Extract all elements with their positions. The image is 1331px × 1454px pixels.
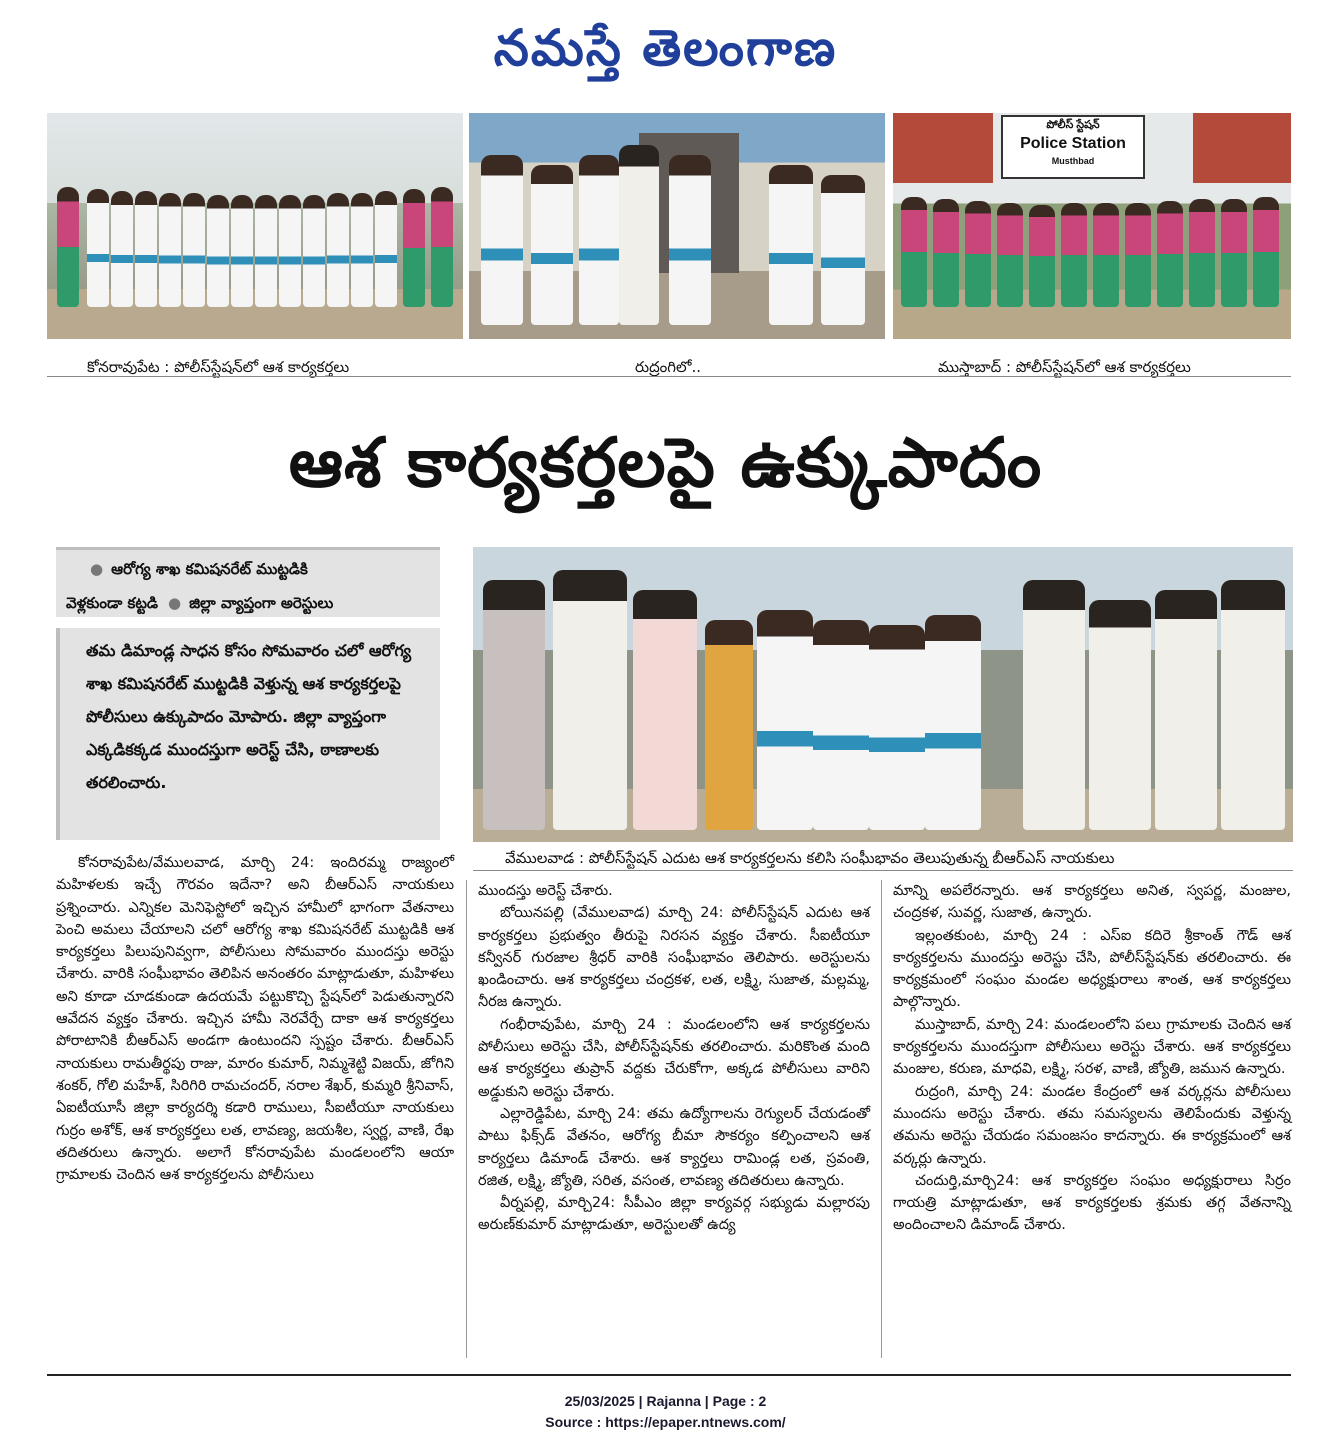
paragraph: ఎల్లారెడ్డిపేట, మార్చి 24: తమ ఉద్యోగాలను రెగ్యులర్‌ చేయడంతో పాటు ఫిక్స్‌డ్‌ వేతనం, ఆరోగ్య బీమా సౌకర్యం కల్పించాలని ఆశ కార్యర్తలు డిమాండ్‌ చేశారు. ఆశ క్యార్తలు రామిండ్ల లత, స్రవంతి, రజిత, లక్ష్మి, జ్యోతి, సరిత, వసంత, లావణ్య తదితరులు ఉన్నారు.	[478, 1105, 870, 1189]
paragraph: గంభీరావుపేట, మార్చి 24 : మండలంలోని ఆశ కార్యకర్తలను పోలీసులు అరెస్టు చేసి, పోలీస్‌స్టేషన్‌కు తరలించారు. మరికొంత మంది ఆశ కార్యకర్తలు తుప్రాన్‌ వద్దకు చేరుకోగా, అక్కడ పోలీసులు వారిని అడ్డుకుని అరెస్టు చేశారు.	[478, 1016, 870, 1100]
photo-caption-mustabad: ముస్తాబాద్‌ : పోలీస్‌స్టేషన్‌లో ఆశ కార్యకర్తలు	[938, 358, 1191, 376]
photo-mustabad	[893, 113, 1291, 339]
highlight-line-2a: వెళ్లకుండా కట్టడి	[66, 594, 158, 612]
photo-caption-konaraopet: కోనరావుపేట : పోలీస్‌స్టేషన్‌లో ఆశ కార్యకర్తలు	[87, 358, 350, 376]
paragraph: వీర్నపల్లి, మార్చి24: సీపీఎం జిల్లా కార్యవర్గ సభ్యుడు మల్లారపు అరుణ్‌కుమార్‌ మాట్లాడుతూ, అరెస్టులతో ఉద్య	[478, 1195, 870, 1234]
paragraph: మాన్ని అపలేరన్నారు. ఆశ కార్యకర్తలు అనిత, స్వపర్ణ, మంజుల, చంద్రకళ, సువర్ణ, సుజాత, ఉన్నారు.	[893, 883, 1291, 922]
article-column-3	[893, 880, 1291, 1362]
sign-bottom-text: Musthbad	[1051, 156, 1095, 166]
masthead-title: నమస్తే తెలంగాణ	[493, 18, 838, 77]
paragraph: కోనరావుపేట/వేములవాడ, మార్చి 24: ఇందిరమ్మ రాజ్యంలో మహిళలకు ఇచ్చే గౌరవం ఇదేనా? అని బీఆర్‌ఎస్‌ నాయకులు ప్రశ్నించారు. ఎన్నికల మెనిఫెస్టోలో ఇచ్చిన హామీలో భాగంగా వేతనాలు పెంచి అమలు చేయాలని చలో ఆరోగ్య శాఖ కమిషనరేట్‌ ముట్టడికి ఆశ కార్యకర్తలు పిలుపునివ్వగా, పోలీసులు సోమవారం ముందస్తు అరెస్టు చేశారు. వారికి సంఘీభావం తెలిపిన అనంతరం మాట్లాడుతూ, మహిళలు అని కూడా చూడకుండా ఉదయమే పట్టుకొచ్చి స్టేషన్‌లో పెడుతున్నారని ఆవేదన వ్యక్తం చేశారు. ఇచ్చిన హామీ నెరవేర్చే దాకా ఆశ కార్యకర్తలు పోరాటానికి బీఆర్‌ఎస్‌ అండగా ఉంటుందని స్పష్టం చేశారు. బీఆర్‌ఎస్‌ నాయకులు రామతీర్థపు రాజు, మారం కుమార్‌, నిమ్మశెట్టి విజయ్‌, జోగిని శంకర్‌, గోలి మహేశ్‌, సిరిగిరి రామచందర్‌, నరాల శేఖర్‌, కుమ్మరి శ్రీనివాస్‌, ఏఐటీయూసీ జిల్లా కార్యదర్శి కడారి రాములు, సీఐటీయూ నాయకులు గుర్రం అశోక్‌, ఆశ కార్యకర్తలు లత, లావణ్య, జయశీల, స్వర్ణ, వాణి, రేఖ తదితరులు ఉన్నారు. అలాగే కోనరావుపేట మండలంలోని ఆయా గ్రామాలకు చెందిన ఆశ కార్యకర్తలను పోలీసులు	[56, 855, 454, 1184]
paragraph: రుద్రంగి, మార్చి 24: మండల కేంద్రంలో ఆశ వర్కర్లను పోలీసులు ముందసు అరెస్టు చేశారు. తమ సమస్యలను తెలిపేందుకు వెళ్తున్న తమను అరెస్టు చేయడం సమంజసం కాదన్నారు. ఈ కార్యక్రమంలో ఆశ వర్కర్లు ఉన్నారు.	[893, 1083, 1291, 1167]
article-column-1	[56, 852, 454, 1362]
highlight-line-1: ఆరోగ్య శాఖ కమిషనరేట్‌ ముట్టడికి	[111, 560, 308, 578]
highlights-box	[56, 547, 440, 617]
footer-date-edition: 25/03/2025 | Rajanna | Page : 2	[564, 1393, 767, 1409]
paragraph: ముందస్తు అరెస్ట్‌ చేశారు.	[478, 883, 613, 899]
photo-vemulawada	[473, 547, 1293, 842]
footer-source: Source : https://epaper.ntnews.com/	[545, 1414, 786, 1430]
bullet-icon: ●	[90, 560, 104, 578]
caption-divider-main	[473, 870, 1293, 871]
paragraph: చందుర్తి,మార్చి24: ఆశ కార్యకర్తల సంఘం అధ్యక్షురాలు సిర్రం గాయత్రి మాట్లాడుతూ, ఆశ కార్యకర్తలకు శ్రమకు తగ్గ వేతనాన్ని అందించాలని డిమాండ్‌ చేశారు.	[893, 1172, 1291, 1234]
column-divider	[881, 880, 882, 1358]
column-divider	[466, 880, 467, 1358]
paragraph: ముస్తాబాద్‌, మార్చి 24: మండలంలోని పలు గ్రామాలకు చెందిన ఆశ కార్యకర్తలను ముందస్తుగా పోలీసులు అరెస్టు చేశారు. ఆశ కార్యకర్తలు మంజుల, కరుణ, మాధవి, లక్ష్మి, సరళ, వాణి, జ్యోతి, జమున ఉన్నారు.	[893, 1016, 1291, 1078]
intro-box: తమ డిమాండ్ల సాధన కోసం సోమవారం చలో ఆరోగ్య శాఖ కమిషనరేట్‌ ముట్టడికి వెళ్తున్న ఆశ కార్యకర్తలపై పోలీసులు ఉక్కుపాదం మోపారు. జిల్లా వ్యాప్తంగా ఎక్కడికక్కడ ముందస్తుగా అరెస్ట్‌ చేసి, ఠాణాలకు తరలించారు.	[56, 628, 440, 840]
photo-rudrangi	[469, 113, 885, 339]
photo-caption-rudrangi: రుద్రంగిలో..	[635, 358, 701, 376]
paragraph: బోయినపల్లి (వేములవాడ) మార్చి 24: పోలీస్‌స్టేషన్‌ ఎదుట ఆశ కార్యకర్తలు ప్రభుత్వం తీరుపై నిరసన వ్యక్తం చేశారు. సీఐటీయూ కన్వీనర్‌ గురజాల శ్రీధర్‌ వారికి సంఘీభావం తెలిపారు. అరెస్టులను ఖండించారు. ఆశ కార్యకర్తలు చంద్రకళ, లత, లక్ష్మి, సుజాత, మల్లమ్మ, నీరజ ఉన్నారు.	[478, 905, 870, 1011]
police-station-sign	[1001, 115, 1145, 179]
article-column-2	[478, 880, 870, 1362]
headline: ఆశ కార్యకర్తలపై ఉక్కుపాదం	[288, 424, 1043, 503]
caption-divider	[47, 376, 1291, 377]
sign-main-text: Police Station	[1020, 135, 1126, 152]
highlight-line-2b: జిల్లా వ్యాప్తంగా అరెస్టులు	[189, 594, 334, 612]
bullet-icon: ●	[168, 594, 182, 612]
paragraph: ఇల్లంతకుంట, మార్చి 24 : ఎస్‌ఐ కదిరె శ్రీకాంత్‌ గౌడ్‌ ఆశ కార్యకర్తలను ముందస్తు అరెస్టు చేసి, పోలీస్‌స్టేషన్‌కు తరలించారు. ఈ కార్యక్రమంలో సంఘం మండల అధ్యక్షురాలు శాంత, ఆశ కార్యకర్తలు పాల్గొన్నారు.	[893, 927, 1291, 1011]
bottom-rule	[47, 1374, 1291, 1376]
photo-konaraopet	[47, 113, 463, 339]
photo-caption-vemulawada: వేములవాడ : పోలీస్‌స్టేషన్‌ ఎదుట ఆశ కార్యకర్తలను కలిసి సంఘీభావం తెలుపుతున్న బీఆర్‌ఎస్‌ నాయకులు	[505, 849, 1115, 867]
sign-top-text: పోలీస్ స్టేషన్	[1046, 119, 1100, 131]
